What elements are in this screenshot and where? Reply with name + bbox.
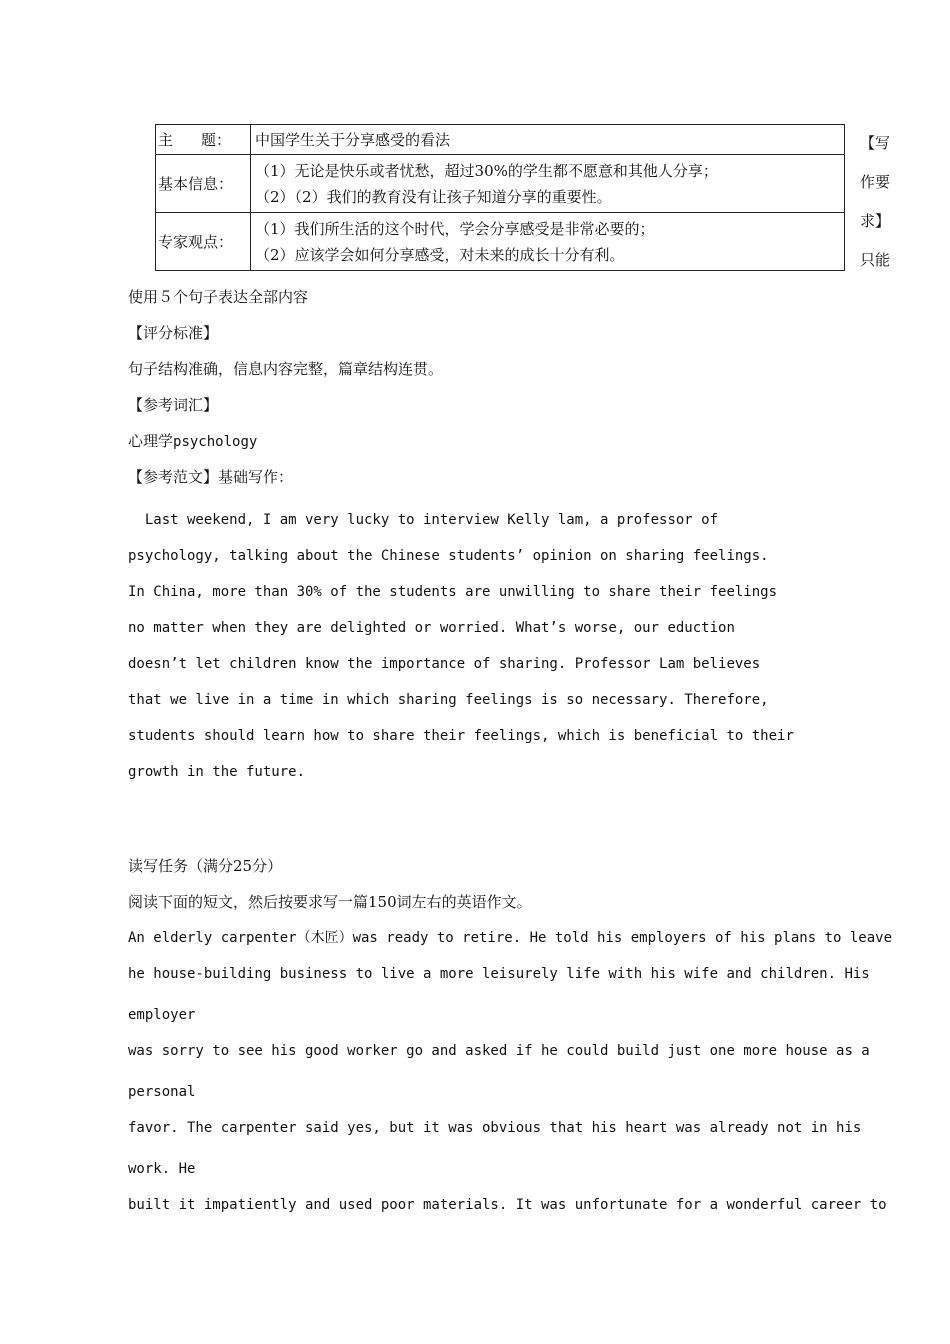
essay-line: growth in the future. (128, 764, 306, 780)
expert-view-cell (251, 213, 845, 271)
topic-label: 主 题： (156, 125, 251, 155)
passage-line: employer (128, 1007, 196, 1023)
expert-view-label: 专家观点： (156, 213, 251, 271)
sample-essay (128, 502, 828, 790)
criteria-heading: 【评分标准】 (128, 324, 219, 342)
vocab-en: psychology (173, 434, 258, 450)
criteria-text: 句子结构准确，信息内容完整，篇章结构连贯。 (128, 360, 444, 378)
table-row-basic-info (156, 155, 845, 213)
basic-info-label: 基本信息： (156, 155, 251, 213)
info-table (155, 124, 845, 271)
passage-line: work. He (128, 1161, 196, 1177)
passage-line: built it impatiently and used poor materials. It was unfortunate for a wonderful career to (128, 1197, 887, 1213)
sample-heading: 【参考范文】基础写作： (128, 468, 294, 486)
passage-line: favor. The carpenter said yes, but it was obvious that his heart was already not in his (128, 1120, 862, 1136)
basic-info-point-1: （1）无论是快乐或者忧愁，超过30%的学生都不愿意和其他人分享； (255, 161, 718, 180)
basic-info-point-2: （2）（2）我们的教育没有让孩子知道分享的重要性。 (255, 187, 612, 206)
side-note-line: 求】 (860, 212, 891, 230)
passage-line: An elderly carpenter（木匠）was ready to retire. He told his employers of his plans to leave (128, 930, 893, 946)
side-note-line: 只能 (860, 251, 891, 269)
table-row-expert-view (156, 213, 845, 271)
essay-line: Last weekend, I am very lucky to interview Kelly lam, a professor of (128, 512, 719, 528)
vocab-cn: 心理学 (128, 432, 174, 450)
vocab-entry (128, 431, 257, 452)
requirement-text: 使用５个句子表达全部内容 (128, 288, 309, 306)
task-heading: 读写任务（满分25分） (128, 857, 283, 875)
essay-line: doesn’t let children know the importance of sharing. Professor Lam believes (128, 656, 761, 672)
vocab-heading: 【参考词汇】 (128, 396, 219, 414)
passage-line: he house-building business to live a more leisurely life with his wife and children. His (128, 966, 870, 982)
table-row-topic (156, 125, 845, 155)
essay-line: students should learn how to share their feelings, which is beneficial to their (128, 728, 794, 744)
side-note-line: 作要 (860, 173, 891, 191)
essay-line: In China, more than 30% of the students are unwilling to share their feelings (128, 584, 778, 600)
essay-line: psychology, talking about the Chinese students’ opinion on sharing feelings. (128, 548, 769, 564)
passage-line: was sorry to see his good worker go and asked if he could build just one more house as a (128, 1043, 870, 1059)
essay-line: no matter when they are delighted or worried. What’s worse, our eduction (128, 620, 735, 636)
expert-view-point-1: （1）我们所生活的这个时代，学会分享感受是非常必要的； (255, 219, 655, 238)
task-instruction: 阅读下面的短文，然后按要求写一篇150词左右的英语作文。 (128, 893, 532, 911)
topic-value: 中国学生关于分享感受的看法 (251, 125, 845, 155)
side-note (860, 124, 900, 280)
expert-view-point-2: （2）应该学会如何分享感受，对未来的成长十分有利。 (255, 245, 625, 264)
essay-line: that we live in a time in which sharing feelings is so necessary. Therefore, (128, 692, 769, 708)
basic-info-cell (251, 155, 845, 213)
side-note-line: 【写 (860, 134, 891, 152)
passage-line: personal (128, 1084, 196, 1100)
